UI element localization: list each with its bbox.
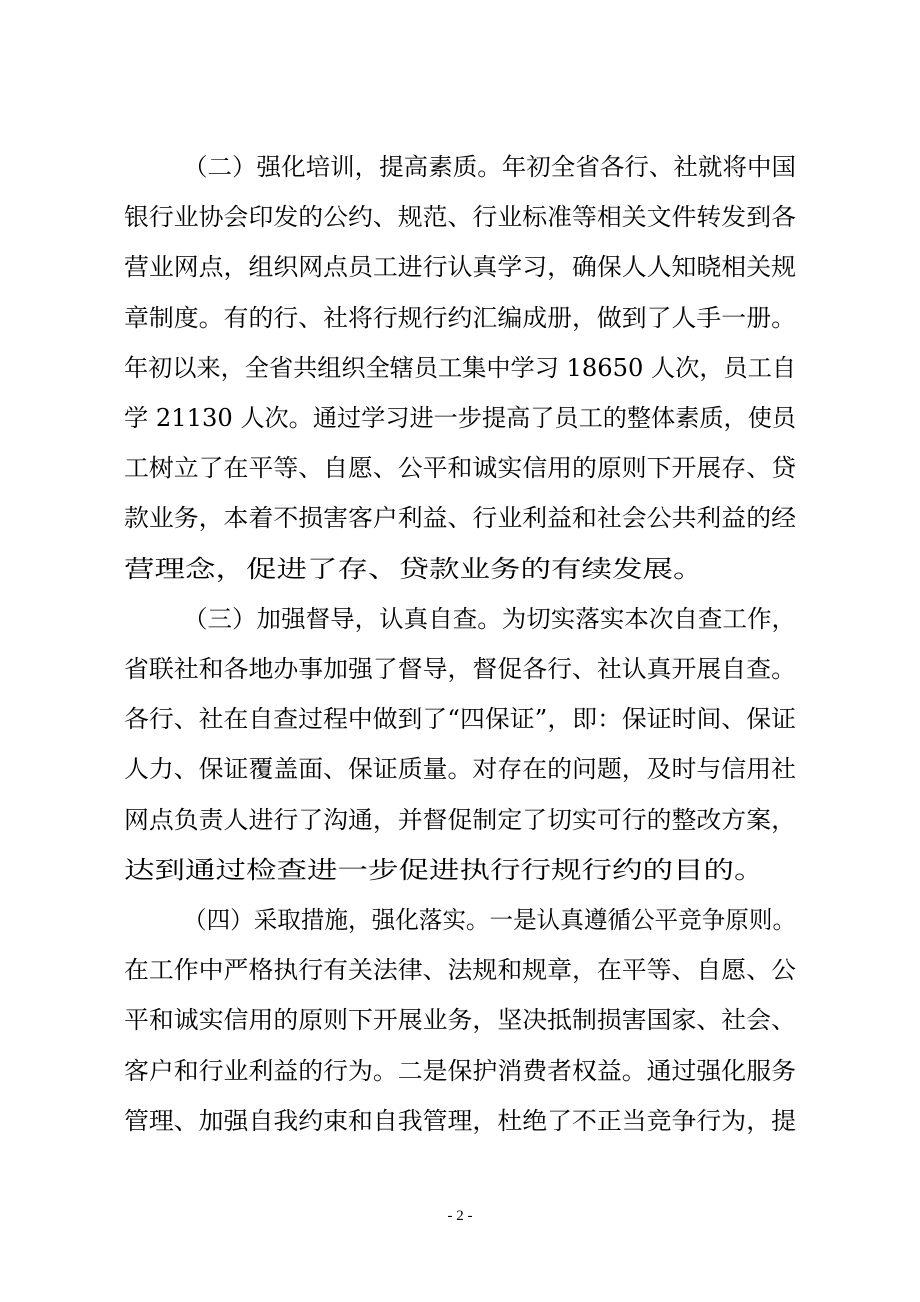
text-line: [0, 348, 920, 388]
line-text: 达到通过检查进一步促进执行行规行约的目的。: [124, 855, 765, 884]
page-number: - 2 -: [447, 1208, 473, 1224]
line-text: 各行、社在自查过程中做到了“四保证”，即：保证时间、保证: [124, 705, 797, 734]
text-line: [0, 800, 920, 840]
line-text: 款业务，本着不损害客户利益、行业利益和社会公共利益的经: [124, 504, 796, 533]
line-text: 银行业协会印发的公约、规范、行业标准等相关文件转发到各: [124, 203, 796, 232]
line-text: 营业网点，组织网点员工进行认真学习，确保人人知晓相关规: [124, 253, 796, 282]
line-text: 章制度。有的行、社将行规行约汇编成册，做到了人手一册。: [124, 303, 796, 332]
text-line: [0, 950, 920, 990]
text-line: [0, 649, 920, 689]
line-text: 年初以来，全省共组织全辖员工集中学习 18650 人次，员工自: [124, 353, 797, 382]
text-line: [0, 599, 920, 639]
line-text: 管理、加强自我约束和自我管理，杜绝了不正当竞争行为，提: [124, 1106, 796, 1135]
line-text: 人力、保证覆盖面、保证质量。对存在的问题，及时与信用社: [124, 755, 796, 784]
text-line: [0, 247, 920, 287]
text-line: [0, 1101, 920, 1141]
line-text: 营理念，促进了存、贷款业务的有续发展。: [124, 554, 704, 583]
text-line: [0, 850, 920, 890]
text-line: [0, 498, 920, 538]
line-text: 客户和行业利益的行为。二是保护消费者权益。通过强化服务: [124, 1056, 796, 1085]
text-line: [0, 298, 920, 338]
text-line: [0, 749, 920, 789]
text-line: [0, 197, 920, 237]
text-line: [0, 1051, 920, 1091]
text-line: [0, 1000, 920, 1040]
line-text: 网点负责人进行了沟通，并督促制定了切实可行的整改方案，: [124, 805, 796, 834]
line-text: （二）强化培训，提高素质。年初全省各行、社就将中国: [183, 153, 797, 181]
text-line: [0, 549, 920, 589]
line-text: （三）加强督导，认真自查。为切实落实本次自查工作，: [183, 604, 797, 633]
text-line: [0, 699, 920, 739]
line-text: （四）采取措施，强化落实。一是认真遵循公平竞争原则。: [183, 906, 797, 934]
line-text: 在工作中严格执行有关法律、法规和规章，在平等、自愿、公: [124, 956, 796, 985]
line-text: 学 21130 人次。通过学习进一步提高了员工的整体素质，使员: [124, 404, 797, 432]
line-text: 工树立了在平等、自愿、公平和诚实信用的原则下开展存、贷: [124, 454, 796, 483]
text-line: [0, 448, 920, 488]
line-text: 平和诚实信用的原则下开展业务，坚决抵制损害国家、社会、: [124, 1006, 796, 1035]
text-line: [0, 900, 920, 940]
text-line: [0, 398, 920, 438]
text-line: [0, 147, 920, 187]
line-text: 省联社和各地办事加强了督导，督促各行、社认真开展自查。: [124, 655, 796, 683]
